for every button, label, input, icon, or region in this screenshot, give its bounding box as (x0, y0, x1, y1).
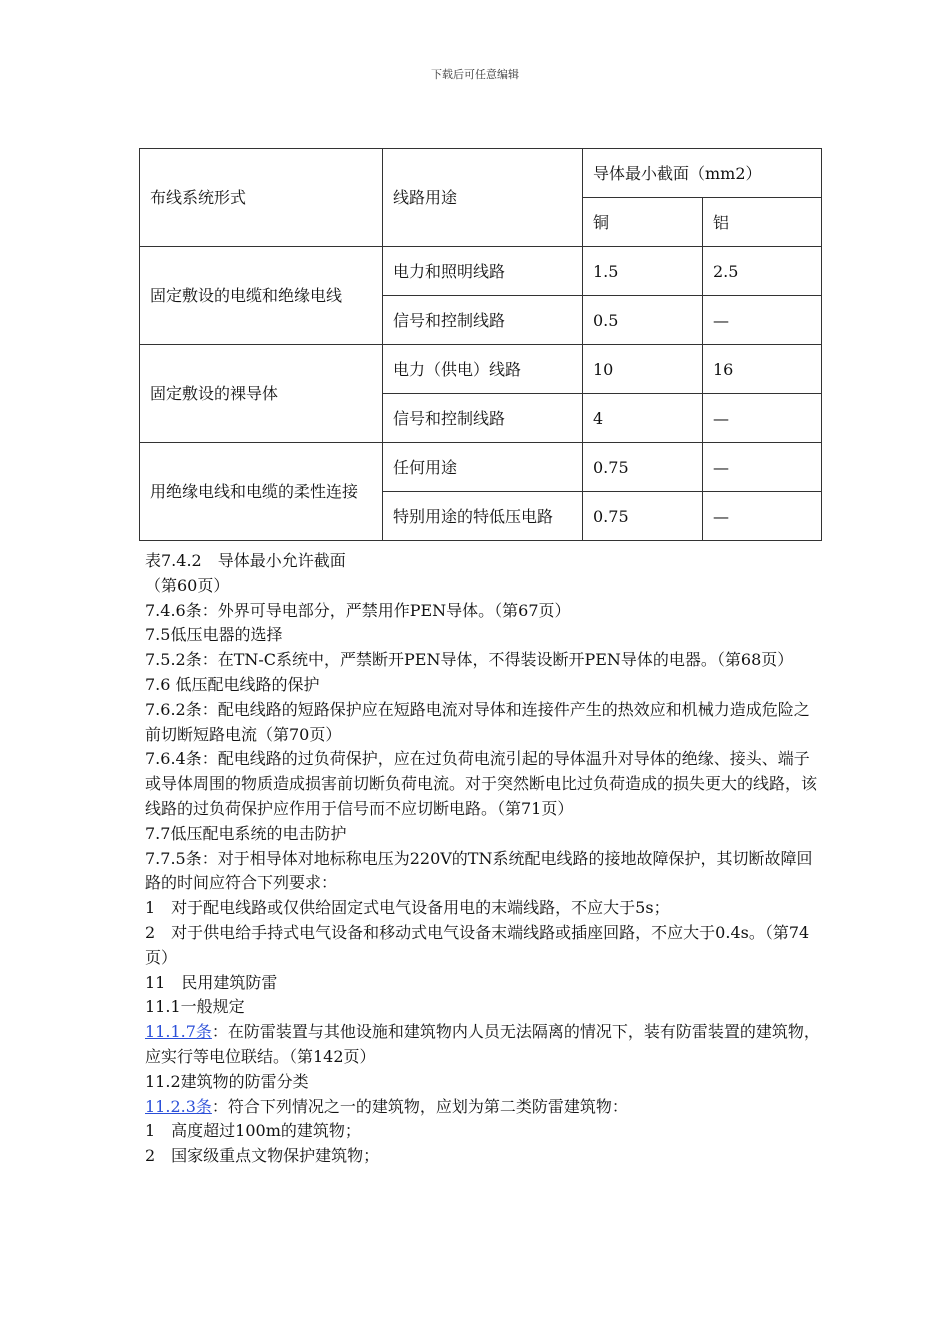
aluminum-cell: — (703, 394, 822, 443)
use-cell: 信号和控制线路 (383, 296, 583, 345)
section-heading-7-6: 7.6 低压配电线路的保护 (145, 674, 320, 694)
system-cell: 固定敷设的电缆和绝缘电线 (140, 247, 383, 345)
use-cell: 电力（供电）线路 (383, 345, 583, 394)
section-heading-7-5: 7.5低压电器的选择 (145, 625, 283, 645)
min-cross-section-table (139, 148, 822, 541)
clause-7-6-4: 7.6.4条：配电线路的过负荷保护，应在过负荷电流引起的导体温升对导体的绝缘、接头、端子或导体周围的物质造成损害前切断负荷电流。对于突然断电比过负荷造成的损失更大的线路，该线路的过负荷保护应作用于信号而不应切断电路。（第71页） (145, 749, 818, 818)
header-min-section: 导体最小截面（mm2） (583, 149, 822, 198)
clause-11-2-3 (145, 1095, 825, 1120)
clause-text: ：符合下列情况之一的建筑物，应划为第二类防雷建筑物： (211, 1096, 628, 1116)
list-item: 1 对于配电线路或仅供给固定式电气设备用电的末端线路，不应大于5s； (145, 898, 670, 918)
use-cell: 信号和控制线路 (383, 394, 583, 443)
aluminum-cell: 2.5 (703, 247, 822, 296)
section-heading-7-7: 7.7低压配电系统的电击防护 (145, 823, 347, 843)
header-wiring-system: 布线系统形式 (140, 149, 383, 247)
aluminum-cell: — (703, 296, 822, 345)
copper-cell: 1.5 (583, 247, 703, 296)
table-row (140, 443, 822, 492)
copper-cell: 4 (583, 394, 703, 443)
list-item: 1 高度超过100m的建筑物； (145, 1121, 361, 1141)
table-header-row (140, 149, 822, 198)
copper-cell: 0.75 (583, 443, 703, 492)
aluminum-cell: 16 (703, 345, 822, 394)
list-item: 2 国家级重点文物保护建筑物； (145, 1146, 380, 1166)
system-cell: 用绝缘电线和电缆的柔性连接 (140, 443, 383, 541)
clause-11-1-7 (145, 1020, 825, 1070)
system-cell: 固定敷设的裸导体 (140, 345, 383, 443)
clause-7-6-2: 7.6.2条：配电线路的短路保护应在短路电流对导体和连接件产生的热效应和机械力造成危险之前切断短路电流（第70页） (145, 699, 810, 744)
header-line-use: 线路用途 (383, 149, 583, 247)
clause-link-11-2-3[interactable]: 11.2.3条 (145, 1096, 212, 1116)
aluminum-cell: — (703, 492, 822, 541)
table-row (140, 345, 822, 394)
section-heading-11-2: 11.2建筑物的防雷分类 (145, 1071, 309, 1091)
use-cell: 任何用途 (383, 443, 583, 492)
aluminum-cell: — (703, 443, 822, 492)
document-body (145, 549, 825, 1169)
copper-cell: 10 (583, 345, 703, 394)
page-ref: （第60页） (145, 575, 230, 595)
clause-link-11-1-7[interactable]: 11.1.7条 (145, 1022, 212, 1042)
use-cell: 特别用途的特低压电路 (383, 492, 583, 541)
table-caption: 表7.4.2 导体最小允许截面 (145, 551, 346, 570)
clause-text: ：在防雷装置与其他设施和建筑物内人员无法隔离的情况下，装有防雷装置的建筑物，应实行等电位联结。（第142页） (145, 1022, 820, 1066)
chapter-heading-11: 11 民用建筑防雷 (145, 972, 278, 992)
copper-cell: 0.75 (583, 492, 703, 541)
list-item: 2 对于供电给手持式电气设备和移动式电气设备末端线路或插座回路，不应大于0.4s。（第74页） (145, 922, 810, 967)
clause-7-4-6: 7.4.6条：外界可导电部分，严禁用作PEN导体。（第67页） (145, 600, 571, 620)
clause-7-5-2: 7.5.2条：在TN-C系统中，严禁断开PEN导体，不得装设断开PEN导体的电器。（第68页） (145, 650, 794, 670)
header-aluminum: 铝 (703, 198, 822, 247)
use-cell: 电力和照明线路 (383, 247, 583, 296)
header-copper: 铜 (583, 198, 703, 247)
copper-cell: 0.5 (583, 296, 703, 345)
clause-7-7-5: 7.7.5条：对于相导体对地标称电压为220V的TN系统配电线路的接地故障保护，其切断故障回路的时间应符合下列要求： (145, 848, 813, 893)
page-header-note: 下载后可任意编辑 (431, 68, 519, 81)
table-row (140, 247, 822, 296)
section-heading-11-1: 11.1一般规定 (145, 997, 245, 1017)
